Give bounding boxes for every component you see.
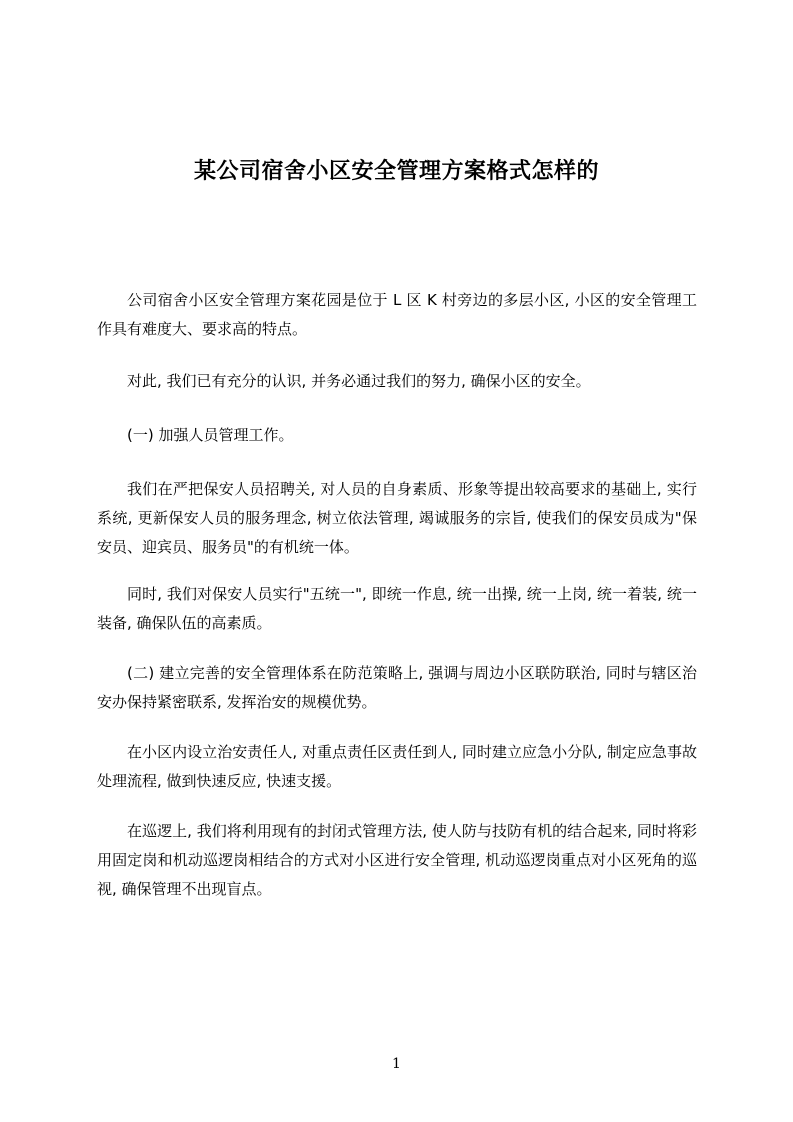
section-heading-2: (二) 建立完善的安全管理体系在防范策略上, 强调与周边小区联防联治, 同时与辖区治安办保持紧密联系, 发挥治安的规模优势。 bbox=[97, 664, 697, 711]
paragraph-commitment: 对此, 我们已有充分的认识, 并务必通过我们的努力, 确保小区的安全。 bbox=[127, 372, 591, 390]
page-title: 某公司宿舍小区安全管理方案格式怎样的 bbox=[193, 158, 599, 184]
paragraph-intro: 公司宿舍小区安全管理方案花园是位于 L 区 K 村旁边的多层小区, 小区的安全管理工作具有难度大、要求高的特点。 bbox=[97, 291, 697, 338]
paragraph-recruitment: 我们在严把保安人员招聘关, 对人员的自身素质、形象等提出较高要求的基础上, 实行系统, 更新保安人员的服务理念, 树立依法管理, 竭诚服务的宗旨, 使我们的保安员成为"保安员、迎宾员、服务员"的有机统一体。 bbox=[97, 480, 697, 556]
section-heading-1: (一) 加强人员管理工作。 bbox=[127, 426, 294, 444]
paragraph-patrol: 在巡逻上, 我们将利用现有的封闭式管理方法, 使人防与技防有机的结合起来, 同时将彩用固定岗和机动巡逻岗相结合的方式对小区进行安全管理, 机动巡逻岗重点对小区死角的巡视, 确保管理不出现盲点。 bbox=[97, 822, 697, 898]
paragraph-responsibility: 在小区内设立治安责任人, 对重点责任区责任到人, 同时建立应急小分队, 制定应急事故处理流程, 做到快速反应, 快速支援。 bbox=[97, 743, 697, 790]
page-number: 1 bbox=[392, 1056, 401, 1072]
paragraph-five-unities: 同时, 我们对保安人员实行"五统一", 即统一作息, 统一出操, 统一上岗, 统一着装, 统一装备, 确保队伍的高素质。 bbox=[97, 585, 697, 632]
